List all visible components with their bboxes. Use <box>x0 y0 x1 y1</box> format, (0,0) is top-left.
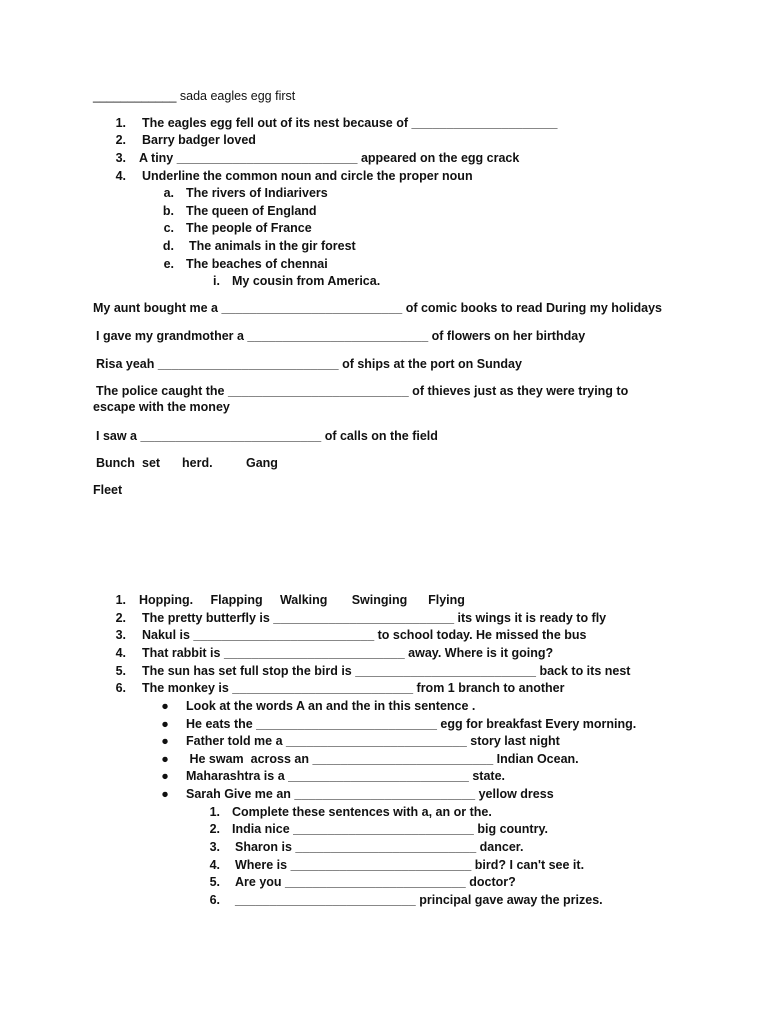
paragraph: The police caught the __________________________ of thieves just as they were trying to escape with the money <box>93 384 629 414</box>
list-number: 5. <box>209 875 220 889</box>
paragraph: Risa yeah __________________________ of ships at the port on Sunday <box>96 357 522 371</box>
list-item: The eagles egg fell out of its nest because of _____________________ <box>142 116 558 130</box>
list-number: 3. <box>115 628 126 642</box>
list-number: 6. <box>115 681 126 695</box>
list-item: Complete these sentences with a, an or the. <box>232 805 492 819</box>
list-number: 2. <box>115 133 126 147</box>
list-item: The queen of England <box>186 204 317 218</box>
bullet-dot: ● <box>161 734 169 748</box>
list-item: The monkey is __________________________ from 1 branch to another <box>142 681 565 695</box>
list-item: That rabbit is __________________________ away. Where is it going? <box>142 646 554 660</box>
list-item: Where is __________________________ bird? I can't see it. <box>235 858 585 872</box>
word-bank-item: herd. <box>182 456 213 470</box>
bullet-dot: ● <box>161 717 169 731</box>
list-item: __________________________ principal gave away the prizes. <box>235 893 603 907</box>
list-item: The beaches of chennai <box>186 257 328 271</box>
list-item: My cousin from America. <box>232 274 381 288</box>
list-number: 4. <box>209 858 220 872</box>
list-item: The sun has set full stop the bird is __________________________ back to its nest <box>142 664 631 678</box>
list-item: Sharon is __________________________ dancer. <box>235 840 524 854</box>
bullet-item: He swam across an __________________________ Indian Ocean. <box>186 752 579 766</box>
list-letter: b. <box>162 204 174 218</box>
paragraph: I saw a __________________________ of calls on the field <box>96 429 438 443</box>
list-number: 2. <box>209 822 220 836</box>
list-item: Barry badger loved <box>142 133 256 147</box>
list-number: 3. <box>209 840 220 854</box>
list-letter: e. <box>163 257 174 271</box>
paragraph: I gave my grandmother a __________________________ of flowers on her birthday <box>96 329 586 343</box>
list-item: India nice __________________________ big country. <box>232 822 548 836</box>
list-number: 1. <box>209 805 220 819</box>
list-item: The animals in the gir forest <box>189 239 356 253</box>
bullet-item: Sarah Give me an __________________________ yellow dress <box>186 787 554 801</box>
list-item: The pretty butterfly is __________________________ its wings it is ready to fly <box>142 611 607 625</box>
list-letter: c. <box>163 221 174 235</box>
list-number: 3. <box>115 151 126 165</box>
word-bank-item: set <box>142 456 161 470</box>
bullet-item: He eats the __________________________ egg for breakfast Every morning. <box>186 717 637 731</box>
list-item: Nakul is __________________________ to school today. He missed the bus <box>142 628 587 642</box>
list-item: Hopping. Flapping Walking Swinging Flying <box>139 593 465 607</box>
list-number: 2. <box>115 611 126 625</box>
bullet-item: Father told me a __________________________ story last night <box>186 734 560 748</box>
paragraph: My aunt bought me a __________________________ of comic books to read During my holidays <box>93 301 662 315</box>
bullet-dot: ● <box>161 769 169 783</box>
word-bank-item: Bunch <box>96 456 135 470</box>
list-number: 5. <box>115 664 126 678</box>
list-letter: a. <box>163 186 174 200</box>
list-number: 1. <box>115 593 126 607</box>
list-item: The rivers of Indiarivers <box>186 186 328 200</box>
list-item: A tiny __________________________ appeared on the egg crack <box>139 151 520 165</box>
bullet-dot: ● <box>161 752 169 766</box>
page-title: ____________ sada eagles egg first <box>93 89 296 103</box>
bullet-dot: ● <box>161 787 169 801</box>
bullet-item: Maharashtra is a __________________________ state. <box>186 769 506 783</box>
bullet-dot: ● <box>161 699 169 713</box>
bullet-item: Look at the words A an and the in this sentence . <box>186 699 476 713</box>
word-bank-item: Gang <box>246 456 278 470</box>
fleet-word: Fleet <box>93 483 123 497</box>
list-item: The people of France <box>186 221 312 235</box>
list-letter: d. <box>162 239 174 253</box>
list-roman: i. <box>213 274 220 288</box>
list-number: 4. <box>115 169 126 183</box>
list-item: Underline the common noun and circle the proper noun <box>142 169 473 183</box>
list-item: Are you __________________________ doctor? <box>235 875 516 889</box>
list-number: 4. <box>115 646 126 660</box>
list-number: 1. <box>115 116 126 130</box>
list-number: 6. <box>209 893 220 907</box>
